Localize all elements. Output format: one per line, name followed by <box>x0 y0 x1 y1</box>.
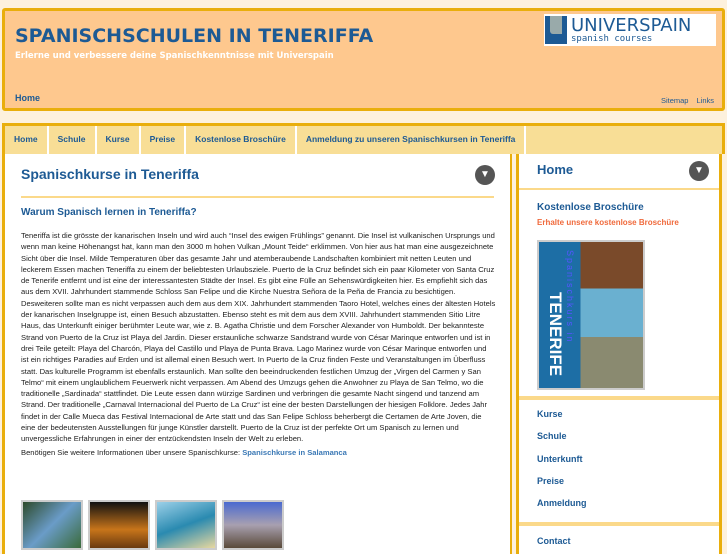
brochure-vertical-text: Spanischkurs in <box>565 250 575 344</box>
more-info <box>21 448 347 457</box>
sidebar-item-kurse[interactable]: Kurse <box>537 409 563 419</box>
sidebar-item-anmeldung[interactable]: Anmeldung <box>537 498 587 509</box>
sitemap-link[interactable]: Sitemap <box>660 96 689 105</box>
divider <box>21 196 494 198</box>
more-info-text: Benötigen Sie weitere Informationen über unsere Spanischkurse: <box>21 448 243 457</box>
tagline: Erlerne und verbessere deine Spanischkenntnisse mit Universpain <box>15 51 334 61</box>
brochure-heading[interactable]: Kostenlose Broschüre <box>537 202 644 213</box>
brochure-title: TENERIFE <box>546 292 565 377</box>
divider <box>519 396 719 400</box>
page-title: Spanischkurse in Teneriffa <box>21 166 199 182</box>
brochure-image[interactable] <box>537 240 645 390</box>
sidebar-item-schule[interactable]: Schule <box>537 431 567 442</box>
breadcrumb-home[interactable]: Home <box>15 93 41 103</box>
nav-home[interactable]: Home <box>5 126 49 154</box>
nav-kurse[interactable]: Kurse <box>97 126 141 154</box>
gallery-thumb-beach[interactable] <box>155 500 217 550</box>
links-link[interactable]: Links <box>696 96 714 105</box>
logo-sub: spanish courses <box>571 33 653 44</box>
nav-broschuere[interactable]: Kostenlose Broschüre <box>186 126 297 154</box>
site-title: SPANISCHSCHULEN IN TENERIFFA <box>15 25 374 47</box>
body-text: Teneriffa ist die grösste der kanarischen Inseln und wird auch “Insel des ewigen Frühlings” genannt. Die Insel ist vulkanischen Ursprungs und wenn man keine Höhenangst hat, kann man den 3000 m hohen Vulkan „Mount Teide“ erklimmen. Von hier aus hat man eine ausgezeichnete Sicht über die Insel. Milde Temperaturen über das gesamte Jahr und atemberaubende Landschaften kombiniert mit netten Leuten und leckerem Essen machen Teneriffa zu einem der beliebtesten Urlaubsziele. Puerto de la Cruz befindet sich ein paar Kilometer von Santa Cruz de Tenerife entfernt und ist eine der interessantesten Städte der Insel. Es gibt eine Fülle an Sehenswürdigkeiten hier. Es empfiehlt sich das aus dem XVII. Jahrhundert stammende Schloss San Felipe und die Kirche Nuestra Señora de la Peña de Francia zu besichtigen. Desweiteren sollte man es nicht verpassen auch dem aus dem XIX. Jahrhundert stammenden Taoro Hotel, welches eines der ältesten Hotels der kanarischen Inselgruppe ist, einen Besuch abzustatten. Ebenso steht es mit dem aus dem XVIII. Jahrhundert stammenden Sitio Litre Haus, das Unterkunft einiger berühmter Leute war, wie z. B. Agatha Christie und dem Forscher Alexander von Humboldt. Der bekannteste Strand von Puerto de la Cruz ist Playa del Jardin. Dieser erstaunliche schwarze Sandstrand wurde von César Marinque entworfen und ist in drei Teile geteilt: Playa del Charcón, Playa del Castillo und Playa de Punta Brava. Lago Marinez wurde von César Marinque entworfen und ist ein richtiges Paradies auf Erden und ist allemal einen Besuch wert. In Puerto de la Cruz finden Feste und Veranstaltungen im Überfluss statt. Das kulturelle Programm ist ebenfalls erstaunlich. Man sollte den beeindruckenden festlichen Umzug der „Virgen del Carmen y San Telmo“ mit einem unglaublichem Feuerwerk nicht verpassen. Am Abend des Umzugs gehen die Anwohner zu Playa de San Telmo, wo die traditionelle „Sardinada“ stattfindet. Die Leute essen dann würzige Sardinen und verbringen die gesamte Nacht singend und tanzend am Strand. Der traditionelle „Carnaval Internacional del Puerto de La Cruz“ ist eine der besten Darstellungen der hiesigen Folklore. Jedes Jahr findet in der Calle Mueca das Festival Internacional de Arte statt und das San Felipe Schloss beherbergt die Certamen de Arte Joven, die eine der bedeutensten Ausstellungen für junge Künstler darstellt. Puerto de la Cruz ist der perfekte Ort um Spanisch zu lernen und unvergessliche Erfahrungen in einer der entzückendsten Inseln der Welt zu erleben. <box>21 231 496 444</box>
gallery-thumb-night[interactable] <box>88 500 150 550</box>
nav-preise[interactable]: Preise <box>141 126 187 154</box>
logo-name: UNIVERSPAIN <box>571 14 692 36</box>
nav-schule[interactable]: Schule <box>49 126 97 154</box>
main-content <box>2 154 512 554</box>
sidebar-contact[interactable]: Contact <box>537 536 571 546</box>
gallery-thumb-teide[interactable] <box>222 500 284 550</box>
divider <box>519 522 719 526</box>
salamanca-link[interactable]: Spanischkurse in Salamanca <box>242 448 347 457</box>
sidebar-toggle-icon[interactable]: ▼ <box>689 161 709 181</box>
section-heading: Warum Spanisch lernen in Teneriffa? <box>21 207 197 218</box>
sidebar-title[interactable]: Home <box>537 162 574 177</box>
divider <box>519 188 719 190</box>
nav-anmeldung[interactable]: Anmeldung zu unseren Spanischkursen in Teneriffa <box>297 126 527 154</box>
sidebar <box>516 154 722 554</box>
main-nav <box>2 123 725 154</box>
site-header <box>2 8 725 111</box>
brochure-subtitle[interactable]: Erhalte unsere kostenlose Broschüre <box>537 218 679 227</box>
gallery-thumb-coast[interactable] <box>21 500 83 550</box>
sidebar-item-preise[interactable]: Preise <box>537 475 565 486</box>
collapse-toggle-icon[interactable]: ▼ <box>475 165 495 185</box>
logo-mark-icon <box>545 16 567 44</box>
sidebar-item-unterkunft[interactable]: Unterkunft <box>537 453 583 464</box>
universpain-logo[interactable] <box>544 14 716 46</box>
